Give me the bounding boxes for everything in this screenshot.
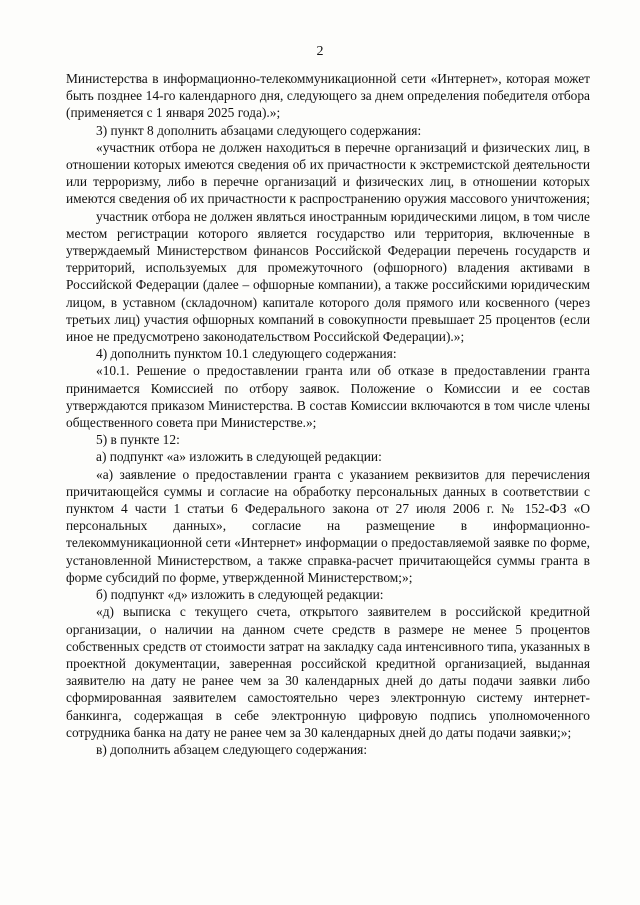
paragraph-item-3: 3) пункт 8 дополнить абзацами следующего содержания: bbox=[96, 122, 422, 138]
page-number: 2 bbox=[316, 44, 324, 59]
paragraph-extremism-clause: «участник отбора не должен находиться в перечне организаций и физических лиц, в отношении которых имеются сведения об их причастности к экстремистской деятельности или терроризму, либо в перечне организаций и физических лиц, в отношении которых имеются сведения об их причастности к распространению оружия массового уничтожения; bbox=[66, 139, 590, 207]
paragraph-clause-10-1: «10.1. Решение о предоставлении гранта или об отказе в предоставлении гранта принимается Комиссией по отбору заявок. Положение о Комиссии и ее состав утверждаются приказом Министерства. В состав Комиссии включаются в том числе члены общественного совета при Министерстве.»; bbox=[66, 363, 590, 431]
paragraph-offshore-clause: участник отбора не должен являться иностранным юридическими лицом, в том числе местом регистрации которого является государство или территория, включенные в утверждаемый Министерством финансов Российской Федерации перечень государств и территорий, используемых для промежуточного (офшорного) владения активами в Российской Федерации (далее – офшорные компании), а также российскими юридическим лицом, в уставном (складочном) капитале которого доля прямого или косвенного (через третьих лиц) участия офшорных компаний в совокупности превышает 25 процентов (если иное не предусмотрено законодательством Российской Федерации).»; bbox=[66, 208, 590, 345]
paragraph-clause-d-text: «д) выписка с текущего счета, открытого заявителем в российской кредитной организации, о наличии на данном счете средств в размере не менее 5 процентов собственных средств от стоимости затрат на закладку сада интенсивного типа, указанных в проектной документации, заверенная российской кредитной организацией, выданная заявителю на дату не ранее чем за 30 календарных дней до даты подачи заявки либо сформированная заявителем самостоятельно через электронную систему интернет-банкинга, содержащая в себе электронную цифровую подпись уполномоченного сотрудника банка на дату не ранее чем за 30 календарных дней до даты подачи заявки;»; bbox=[66, 604, 590, 740]
document-body bbox=[66, 70, 590, 758]
paragraph-subitem-v: в) дополнить абзацем следующего содержания: bbox=[96, 741, 368, 757]
paragraph-continuation: Министерства в информационно-телекоммуникационной сети «Интернет», которая может быть позднее 14-го календарного дня, следующего за днем определения победителя отбора (применяется с 1 января 2025 года).»; bbox=[66, 71, 590, 121]
paragraph-item-5: 5) в пункте 12: bbox=[96, 432, 180, 448]
paragraph-item-4: 4) дополнить пунктом 10.1 следующего содержания: bbox=[96, 346, 397, 362]
paragraph-clause-a-text: «а) заявление о предоставлении гранта с указанием реквизитов для перечисления причитающейся суммы и согласие на обработку персональных данных в соответствии с пунктом 4 части 1 статьи 6 Федерального закона от 27 июля 2006 г. № 152-ФЗ «О персональных данных», согласие на размещение в информационно-телекоммуникационной сети «Интернет» информации о предоставляемой заявке по форме, установленной Министерством, а также справка-расчет причитающейся суммы гранта в форме субсидий по форме, утвержденной Министерством;»; bbox=[66, 466, 590, 585]
paragraph-subitem-a: а) подпункт «а» изложить в следующей редакции: bbox=[96, 449, 382, 465]
paragraph-subitem-b: б) подпункт «д» изложить в следующей редакции: bbox=[96, 587, 384, 603]
